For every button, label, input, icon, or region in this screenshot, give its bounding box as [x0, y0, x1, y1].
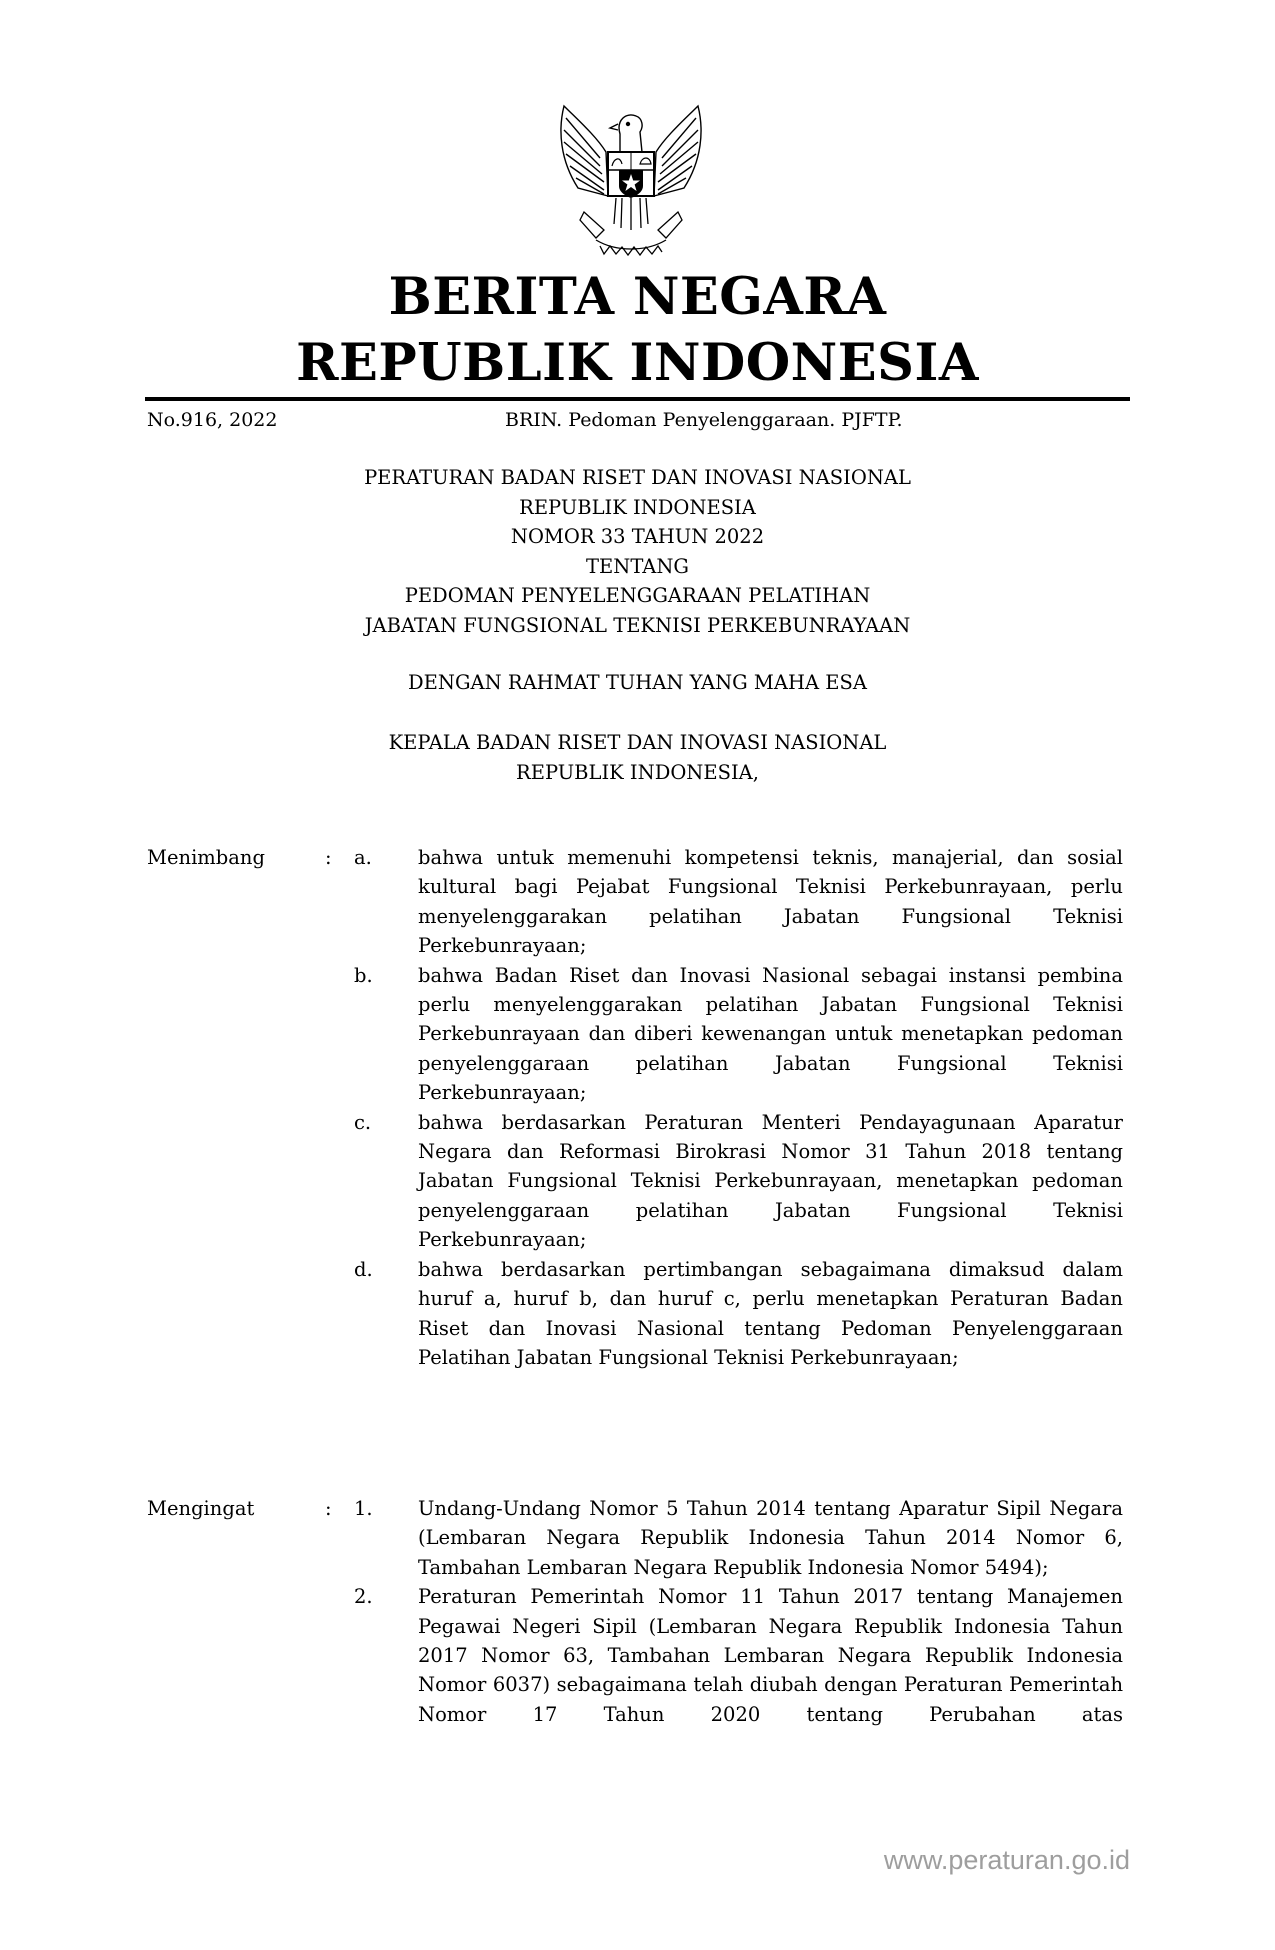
authority-line: REPUBLIK INDONESIA,	[516, 760, 759, 784]
masthead-divider	[145, 397, 1130, 401]
regulation-title	[0, 463, 1275, 640]
gazette-subject: BRIN. Pedoman Penyelenggaraan. PJFTP.	[505, 409, 903, 431]
issuing-authority	[0, 728, 1275, 787]
item-text: bahwa berdasarkan Peraturan Menteri Pendayagunaan Aparatur Negara dan Reformasi Birokrasi Nomor 31 Tahun 2018 tentang Jabatan Fungsional Teknisi Perkebunrayaan, menetapkan pedoman penyelenggaraan pelatihan Jabatan Fungsional Teknisi Perkebunrayaan;	[418, 1110, 1123, 1252]
item-marker: a.	[354, 846, 372, 869]
title-line: REPUBLIK INDONESIA	[519, 495, 756, 519]
title-line: PEDOMAN PENYELENGGARAAN PELATIHAN	[404, 584, 871, 607]
menimbang-section	[147, 843, 1127, 1372]
section-label: Mengingat	[147, 1497, 255, 1520]
masthead-title: BERITA NEGARA	[388, 267, 887, 327]
section-label: Menimbang	[147, 846, 265, 869]
section-colon: :	[325, 1497, 332, 1520]
list-item	[354, 1255, 1127, 1373]
website-watermark: www.peraturan.go.id	[883, 1845, 1130, 1875]
item-text: bahwa Badan Riset dan Inovasi Nasional sebagai instansi pembina perlu menyelenggarakan pelatihan Jabatan Fungsional Teknisi Perkebunrayaan dan diberi kewenangan untuk menetapkan pedoman penyelenggaraan pelatihan Jabatan Fungsional Teknisi Perkebunrayaan;	[418, 963, 1123, 1105]
list-item	[354, 843, 1127, 961]
title-line: PERATURAN BADAN RISET DAN INOVASI NASIONAL	[364, 466, 911, 489]
item-marker: d.	[354, 1257, 373, 1281]
section-colon: :	[325, 846, 332, 869]
title-line: TENTANG	[586, 554, 689, 578]
item-marker: c.	[354, 1110, 372, 1134]
item-text: Peraturan Pemerintah Nomor 11 Tahun 2017 tentang Manajemen Pegawai Negeri Sipil (Lembaran Negara Republik Indonesia Tahun 2017 Nomor 63, Tambahan Lembaran Negara Republik Indonesia Nomor 6037) sebagaimana telah diubah dengan Peraturan Pemerintah Nomor 17 Tahun 2020 tentang Perubahan atas	[418, 1585, 1123, 1726]
title-line: JABATAN FUNGSIONAL TEKNISI PERKEBUNRAYAAN	[364, 613, 911, 637]
item-text: bahwa untuk memenuhi kompetensi teknis, manajerial, dan sosial kultural bagi Pejabat Fungsional Teknisi Perkebunrayaan, perlu menyelenggarakan pelatihan Jabatan Fungsional Teknisi Perkebunrayaan;	[418, 846, 1123, 958]
mengingat-section	[147, 1494, 1127, 1729]
garuda-emblem-icon	[556, 100, 706, 258]
list-item	[354, 961, 1127, 1108]
list-item	[354, 1108, 1127, 1255]
invocation: DENGAN RAHMAT TUHAN YANG MAHA ESA	[408, 671, 867, 694]
item-text: Undang-Undang Nomor 5 Tahun 2014 tentang Aparatur Sipil Negara (Lembaran Negara Republik Indonesia Tahun 2014 Nomor 6, Tambahan Lembaran Negara Republik Indonesia Nomor 5494);	[418, 1497, 1123, 1579]
title-line: NOMOR 33 TAHUN 2022	[510, 525, 765, 548]
gazette-number: No.916, 2022	[147, 409, 278, 431]
list-item	[354, 1494, 1127, 1582]
item-text: bahwa berdasarkan pertimbangan sebagaimana dimaksud dalam huruf a, huruf b, dan huruf c, perlu menetapkan Peraturan Badan Riset dan Inovasi Nasional tentang Pedoman Penyelenggaraan Pelatihan Jabatan Fungsional Teknisi Perkebunrayaan;	[418, 1257, 1123, 1369]
masthead-subtitle: REPUBLIK INDONESIA	[296, 333, 979, 393]
item-marker: b.	[354, 963, 373, 987]
list-item	[354, 1582, 1127, 1729]
item-marker: 2.	[354, 1585, 373, 1609]
item-marker: 1.	[354, 1497, 373, 1520]
authority-line: KEPALA BADAN RISET DAN INOVASI NASIONAL	[388, 731, 887, 754]
